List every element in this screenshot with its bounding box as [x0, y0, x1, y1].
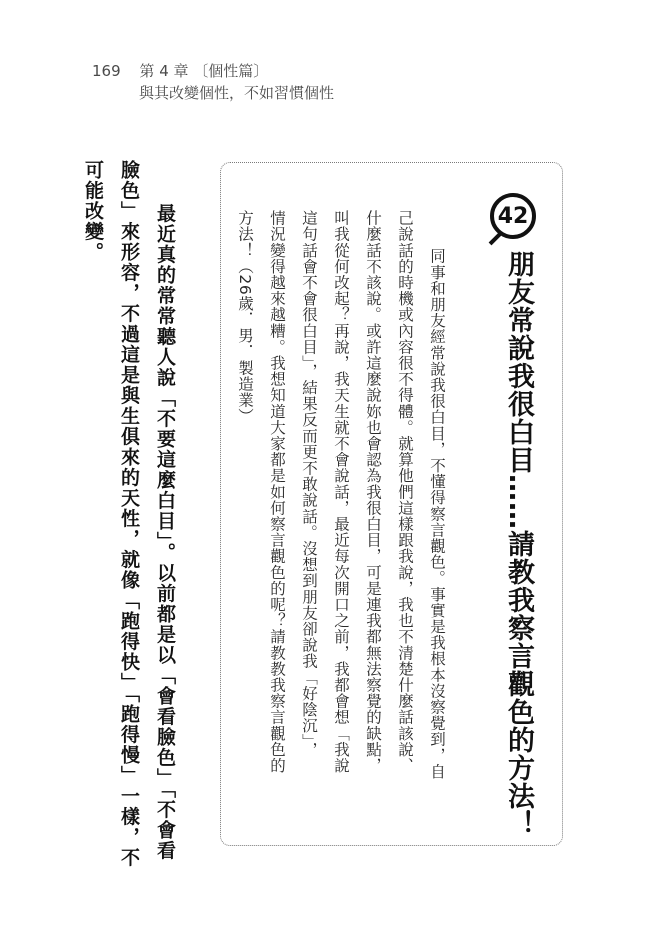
body-line: 臉色」來形容，不過這是與生俱來的天性，就像「跑得快」「跑得慢」一樣，不: [118, 160, 140, 868]
question-line: 情況變得越來越糟。我想知道大家都是如何察言觀色的呢？請教教我察言觀色的: [268, 210, 286, 774]
question-number-badge: [490, 193, 536, 239]
question-line: 什麼話不該說。或許這麼說妳也會認為我很白目，可是連我都無法察覺的缺點，: [364, 210, 382, 774]
chapter-subtitle: 與其改變個性，不如習慣個性: [139, 84, 335, 102]
question-line: 這句話會不會很白目」，結果反而更不敢說話。沒想到朋友卻說我「好陰沉」，: [300, 210, 318, 758]
body-line: 可能改變。: [82, 160, 104, 263]
page-number: 169: [92, 62, 121, 80]
running-header: [92, 60, 334, 104]
body-line: 最近真的常常聽人說「不要這麼白目」。以前都是以「會看臉色」「不會看: [154, 183, 176, 861]
question-line: 方法！（26歲．男．製造業）: [236, 210, 254, 425]
question-number: 42: [497, 203, 529, 229]
question-line: 己說話的時機或內容很不得體。就算他們這樣跟我說，我也不清楚什麼話該說、: [396, 210, 414, 774]
question-line: 同事和朋友經常說我很白目，不懂得察言觀色。事實是我根本沒察覺到，自: [428, 232, 446, 780]
chapter-label: 第 4 章 〔個性篇〕: [139, 62, 269, 80]
question-line: 叫我從何改起？再說，我天生就不會說話，最近每次開口之前，我都會想「我說: [332, 210, 350, 774]
question-title: 朋友常說我很白目……請教我察言觀色的方法！: [503, 250, 534, 838]
